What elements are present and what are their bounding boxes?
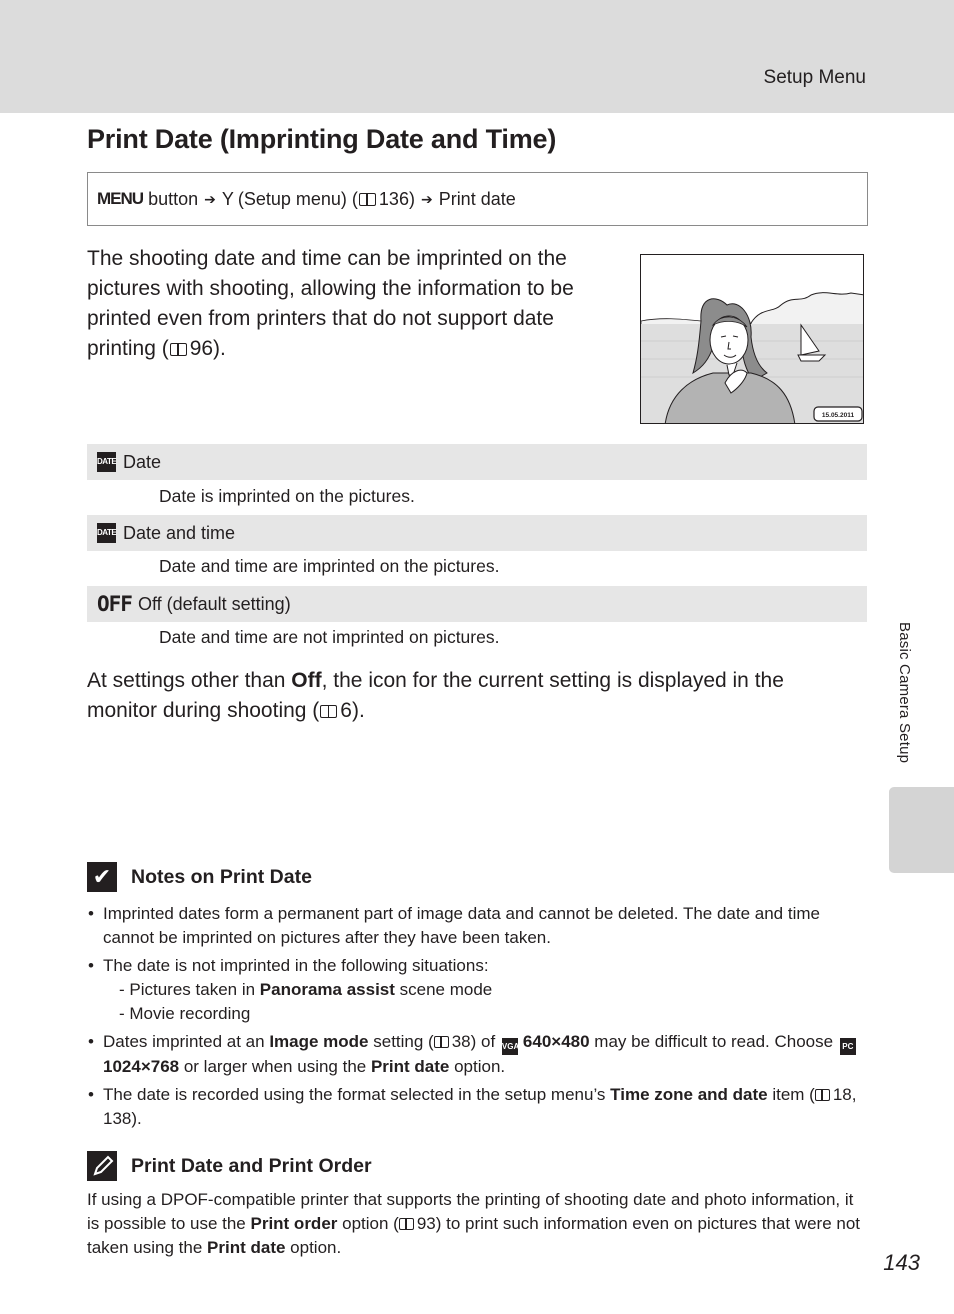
section-label: Setup Menu xyxy=(763,67,866,88)
text-run-bold: Print order xyxy=(250,1214,338,1233)
print-order-heading xyxy=(87,1151,372,1181)
text-run: 38) of xyxy=(451,1032,500,1051)
arrow-right-icon: ➔ xyxy=(420,190,433,207)
text-run: 6). xyxy=(340,699,365,722)
text-run: If using a DPOF-compatible printer that supports the printing of shooting date and photo information, it is possible to use the xyxy=(87,1190,854,1233)
text-run: 93) to print such information even on pictures that were not taken using the xyxy=(87,1214,861,1257)
sub-item xyxy=(103,978,867,1002)
text-run: option. xyxy=(449,1057,506,1076)
nav-setup-menu: (Setup menu) ( xyxy=(237,188,358,209)
off-icon: OFF xyxy=(97,592,132,616)
text-run: option ( xyxy=(337,1214,399,1233)
option-description: Date and time are not imprinted on pictures. xyxy=(159,627,500,647)
menu-path-box xyxy=(87,172,868,226)
text-run: At settings other than xyxy=(87,669,292,692)
print-order-title: Print Date and Print Order xyxy=(131,1154,372,1177)
page-reference-icon xyxy=(359,193,376,206)
print-order-paragraph xyxy=(87,1188,867,1260)
pc-size-icon: PC xyxy=(840,1038,856,1055)
date-time-imprint-icon: DATE xyxy=(97,523,116,543)
setup-wrench-icon: Y xyxy=(221,188,234,209)
text-run: setting ( xyxy=(368,1032,434,1051)
notes-title: Notes on Print Date xyxy=(131,865,312,888)
sub-item xyxy=(103,1002,867,1026)
text-run: item ( xyxy=(767,1085,815,1104)
page-number: 143 xyxy=(883,1250,920,1275)
chapter-side-label: Basic Camera Setup xyxy=(896,622,913,764)
option-description: Date is imprinted on the pictures. xyxy=(159,486,415,506)
intro-text: The shooting date and time can be imprinted on the pictures with shooting, allowing the information to be printed even from printers that do not support date printing ( xyxy=(87,247,574,360)
header-band xyxy=(0,0,954,113)
notes-list xyxy=(87,902,867,1135)
list-item xyxy=(87,1083,867,1131)
intro-ref: 96). xyxy=(189,337,226,360)
nav-page-ref: 136) xyxy=(378,188,415,209)
text-run: Imprinted dates form a permanent part of image data and cannot be deleted. The date and time cannot be imprinted on pictures after they have been taken. xyxy=(103,904,820,947)
text-run-bold: 1024×768 xyxy=(103,1057,180,1076)
page-reference-icon xyxy=(815,1089,830,1101)
settings-paragraph xyxy=(87,666,847,726)
option-date-time-bar xyxy=(87,515,867,551)
chapter-tab xyxy=(889,787,954,873)
nav-button-word: button xyxy=(148,188,199,209)
option-label: Date and time xyxy=(123,522,236,543)
option-label: Off (default setting) xyxy=(137,593,291,614)
option-label: Date xyxy=(123,451,162,472)
list-item xyxy=(87,902,867,950)
text-run: 18, 138). xyxy=(103,1085,857,1128)
text-run: scene mode xyxy=(394,980,493,999)
pencil-icon xyxy=(87,1151,117,1181)
page-reference-icon xyxy=(170,343,187,356)
text-run: - Pictures taken in xyxy=(119,980,260,999)
text-run: The date is not imprinted in the following situations: xyxy=(103,956,489,975)
page-title: Print Date (Imprinting Date and Time) xyxy=(87,124,557,154)
text-run-bold: Print date xyxy=(207,1238,286,1257)
text-run: option. xyxy=(285,1238,342,1257)
text-run: may be difficult to read. Choose xyxy=(589,1032,838,1051)
text-run-bold: Print date xyxy=(370,1057,450,1076)
sample-photo xyxy=(640,254,864,424)
list-item xyxy=(87,954,867,1026)
text-run: - Movie recording xyxy=(119,1004,251,1023)
page-reference-icon xyxy=(320,705,337,718)
notes-heading xyxy=(87,862,312,892)
text-run: , the icon for the current setting is displayed in the monitor during shooting ( xyxy=(87,669,784,722)
text-run: or larger when using the xyxy=(179,1057,371,1076)
woman-by-lake-illustration xyxy=(641,255,864,424)
option-off-bar xyxy=(87,586,867,622)
text-run-bold: Time zone and date xyxy=(610,1085,768,1104)
nav-print-date: Print date xyxy=(438,188,516,209)
check-mark-icon: ✔ xyxy=(87,862,117,892)
text-run: Dates imprinted at an xyxy=(103,1032,270,1051)
list-item xyxy=(87,1030,867,1079)
text-run-bold: Panorama assist xyxy=(259,980,395,999)
intro-paragraph xyxy=(87,244,617,364)
date-stamp: 15.05.2011 xyxy=(821,412,855,419)
vga-size-icon: VGA xyxy=(502,1038,518,1055)
date-imprint-icon: DATE xyxy=(97,452,116,472)
option-date-bar xyxy=(87,444,867,480)
info-pencil-icon xyxy=(87,1151,117,1181)
text-run-bold: Off xyxy=(291,669,322,692)
option-description: Date and time are imprinted on the pictures. xyxy=(159,556,500,576)
text-run: The date is recorded using the format selected in the setup menu’s xyxy=(103,1085,611,1104)
page-reference-icon xyxy=(434,1036,449,1048)
menu-button-icon: MENU xyxy=(97,189,144,208)
text-run-bold: 640×480 xyxy=(522,1032,590,1051)
text-run-bold: Image mode xyxy=(269,1032,369,1051)
page-reference-icon xyxy=(399,1218,414,1230)
arrow-right-icon: ➔ xyxy=(204,190,216,207)
